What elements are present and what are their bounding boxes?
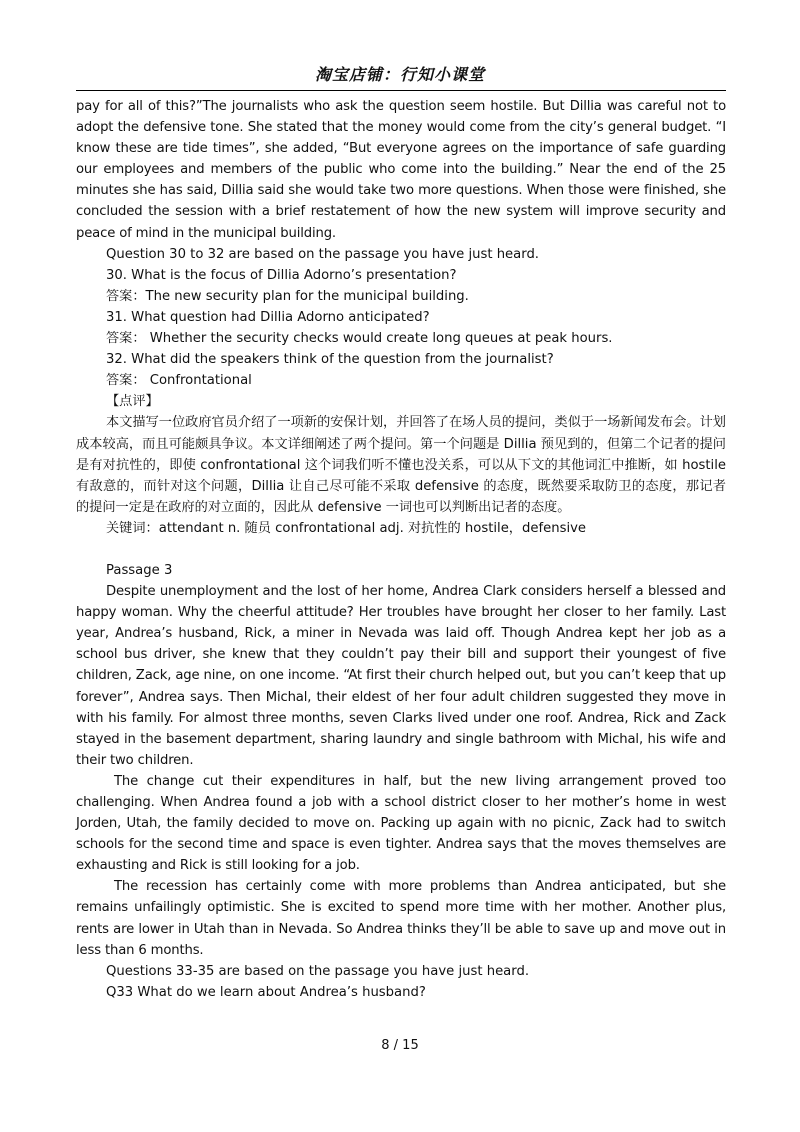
question-intro-33-35: Questions 33-35 are based on the passage you have just heard. <box>106 963 530 979</box>
passage-3-paragraph-3: The recession has certainly come with more problems than Andrea anticipated, but she remains unfailingly optimistic. She is excited to spend more time with her mother. Another plus, rents are lower in Utah than in Nevada. So Andrea thinks they’ll be able to save up and move out in less than 6 months. <box>76 879 726 958</box>
answer-32: 答案： Confrontational <box>106 373 252 389</box>
keywords-line: 关键词：attendant n. 随员 confrontational adj. 对抗性的 hostile，defensive <box>106 520 587 536</box>
section-spacer <box>76 539 726 560</box>
question-32: 32. What did the speakers think of the question from the journalist? <box>106 352 554 368</box>
comment-heading: 【点评】 <box>106 394 159 410</box>
passage-3-paragraph-2: The change cut their expenditures in half, but the new living arrangement proved too challenging. When Andrea found a job with a school district closer to her mother’s home in west Jorden, Utah, the family decided to move on. Packing up again with no picnic, Zack had to switch schools for the second time and space is even tighter. Andrea says that the moves themselves are exhausting and Rick is still looking for a job. <box>76 773 726 874</box>
question-33: Q33 What do we learn about Andrea’s husband? <box>106 984 426 1000</box>
page-number: 8 / 15 <box>381 1038 419 1053</box>
comment-paragraph: 本文描写一位政府官员介绍了一项新的安保计划，并回答了在场人员的提问，类似于一场新闻发布会。计划成本较高，而且可能颇具争议。本文详细阐述了两个提问。第一个问题是 Dillia 预见到的，但第二个记者的提问是有对抗性的，即使 confrontational 这个词我们听不懂也没关系，可以从下文的其他词汇中推断，如 hostile 有敌意的，而针对这个问题，Dillia 让自己尽可能不采取 defensive 的态度，既然要采取防卫的态度，那记者的提问一定是在政府的对立面的，因此从 defensive 一词也可以判断出记者的态度。 <box>76 415 726 515</box>
question-intro-30-32: Question 30 to 32 are based on the passage you have just heard. <box>106 246 540 262</box>
question-31: 31. What question had Dillia Adorno anticipated? <box>106 309 430 325</box>
passage-2-continued-paragraph: pay for all of this?”The journalists who ask the question seem hostile. But Dillia was careful not to adopt the defensive tone. She stated that the money would come from the city’s general budget. “I know these are tide times”, she added, “But everyone agrees on the importance of safe guarding our employees and members of the public who come into the building.” Near the end of the 25 minutes she has said, Dillia said she would take two more questions. When those were finished, she concluded the session with a brief restatement of how the new system will improve security and peace of mind in the municipal building. <box>76 99 726 241</box>
passage-3-title: Passage 3 <box>106 562 173 578</box>
document-body <box>76 96 726 1003</box>
answer-31: 答案： Whether the security checks would create long queues at peak hours. <box>106 331 613 347</box>
header-divider <box>76 90 726 91</box>
question-30: 30. What is the focus of Dillia Adorno’s presentation? <box>106 267 457 283</box>
page-header-title: 淘宝店铺：行知小课堂 <box>314 65 485 84</box>
answer-30: 答案：The new security plan for the municipal building. <box>106 288 469 304</box>
passage-3-paragraph-1: Despite unemployment and the lost of her home, Andrea Clark considers herself a blessed and happy woman. Why the cheerful attitude? Her troubles have brought her closer to her family. Last year, Andrea’s husband, Rick, a miner in Nevada was laid off. Though Andrea kept her job as a school bus driver, she knew that they couldn’t pay their bill and support their youngest of five children, Zack, age nine, on one income. “At first their church helped out, but you can’t keep that up forever”, Andrea says. Then Michal, their eldest of her four adult children suggested they move in with his family. For almost three months, seven Clarks lived under one roof. Andrea, Rick and Zack stayed in the basement department, sharing laundry and single bathroom with Michal, his wife and their two children. <box>76 584 726 768</box>
